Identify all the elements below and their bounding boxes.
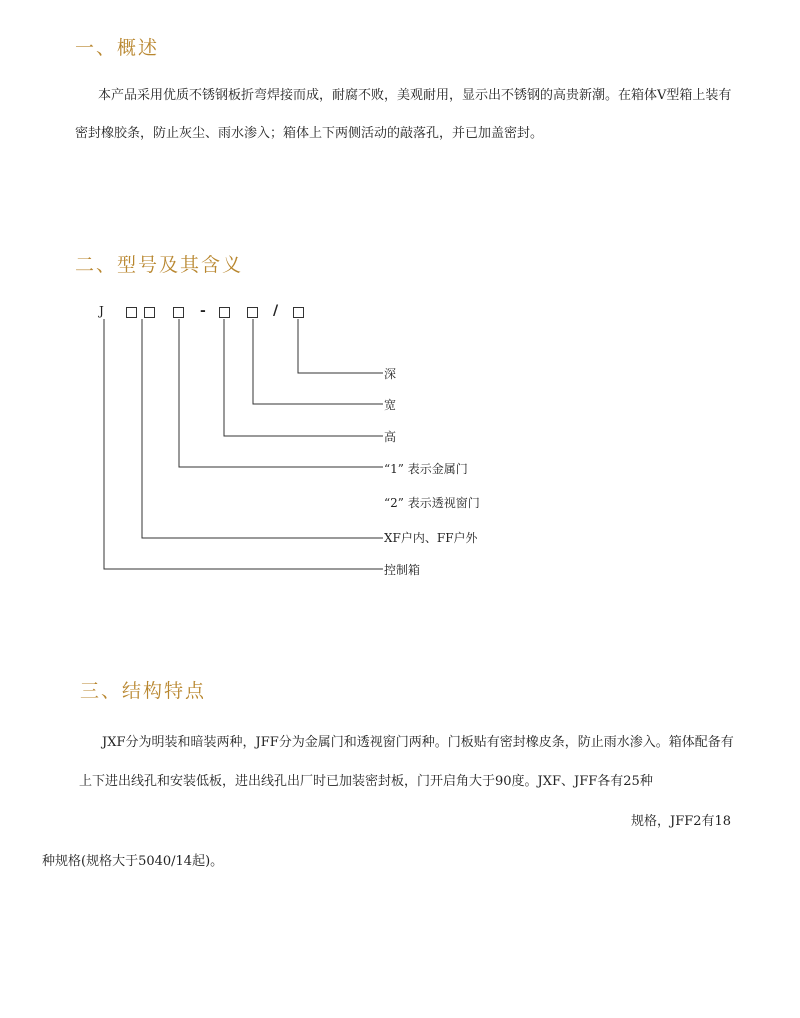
- code-slash: /: [273, 303, 279, 319]
- code-prefix: J: [99, 304, 104, 318]
- code-box-5: [247, 307, 258, 318]
- label-type: XF户内、FF户外: [384, 531, 478, 545]
- leader-line-box: [104, 319, 383, 569]
- leader-line-width: [253, 319, 383, 404]
- section-model-title: 二、型号及其含义: [75, 254, 244, 276]
- code-dash: -: [200, 303, 206, 319]
- label-width: 宽: [384, 398, 397, 412]
- leader-line-door: [179, 319, 383, 467]
- structure-paragraph-line: 种规格(规格大于5040/14起)。: [42, 854, 224, 869]
- label-door-metal: “1” 表示金属门: [384, 462, 468, 476]
- code-box-3: [173, 307, 184, 318]
- code-box-4: [219, 307, 230, 318]
- structure-paragraph-line: 上下进出线孔和安装低板，进出线孔出厂时已加装密封板，门开启角大于90度。JXF、JFF各有25种: [79, 774, 653, 789]
- label-door-window: “2” 表示透视窗门: [384, 496, 480, 510]
- label-control-box: 控制箱: [384, 563, 421, 577]
- code-box-2: [144, 307, 155, 318]
- section-overview-title: 一、概述: [75, 37, 160, 59]
- label-depth: 深: [384, 367, 397, 381]
- section-structure-title: 三、结构特点: [80, 680, 207, 702]
- leader-line-type: [142, 319, 383, 538]
- code-box-6: [293, 307, 304, 318]
- leader-line-height: [224, 319, 383, 436]
- code-box-1: [126, 307, 137, 318]
- label-height: 高: [384, 430, 397, 444]
- leader-line-depth: [298, 319, 383, 373]
- overview-paragraph-line: 本产品采用优质不锈钢板折弯焊接而成，耐腐不败，美观耐用，显示出不锈钢的高贵新潮。在箱体V型箱上装有: [98, 88, 732, 103]
- structure-paragraph-line: 规格，JFF2有18: [631, 814, 732, 829]
- structure-paragraph-line: JXF分为明装和暗装两种，JFF分为金属门和透视窗门两种。门板贴有密封橡皮条，防止雨水渗入。箱体配备有: [102, 735, 734, 750]
- overview-paragraph-line: 密封橡胶条，防止灰尘、雨水渗入；箱体上下两侧活动的敲落孔，并已加盖密封。: [75, 126, 544, 141]
